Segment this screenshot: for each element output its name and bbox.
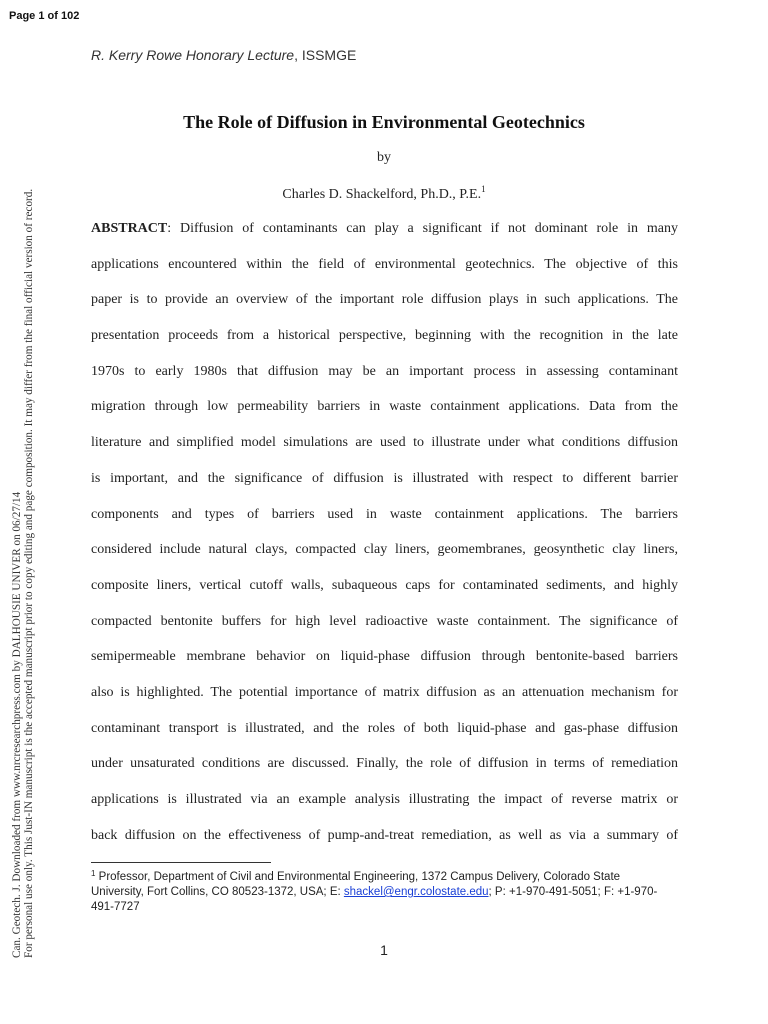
footnote-phone-fax: ; P: +1-970-491-5051; F: +1-970-	[488, 886, 658, 898]
author-name: Charles D. Shackelford, Ph.D., P.E.	[282, 187, 482, 202]
footnote-address: University, Fort Collins, CO 80523-1372, USA; E:	[91, 886, 344, 898]
abstract-first-line-text: : Diffusion of contaminants can play a significant if not dominant role in many	[167, 221, 678, 236]
abstract	[91, 219, 678, 861]
side-watermark-line-2: For personal use only. This Just-IN manuscript is the accepted manuscript prior to copy editing and page composition. It may differ from the final official version of record.	[22, 188, 35, 958]
abstract-line: paper is to provide an overview of the important role diffusion plays in such applications. The	[91, 292, 678, 308]
paper-title: The Role of Diffusion in Environmental Geotechnics	[183, 112, 585, 132]
abstract-line: composite liners, vertical cutoff walls, subaqueous caps for contaminated sediments, and highly	[91, 577, 678, 593]
byline: by	[377, 150, 391, 165]
email-link[interactable]: shackel@engr.colostate.edu	[343, 886, 489, 898]
abstract-line: applications is illustrated via an example analysis illustrating the impact of reverse matrix or	[91, 792, 678, 807]
author-line	[0, 184, 768, 203]
abstract-line: under unsaturated conditions are discussed. Finally, the role of diffusion in terms of remediation	[91, 756, 678, 772]
running-header	[91, 47, 356, 63]
abstract-line: 1970s to early 1980s that diffusion may be an important process in assessing contaminant	[91, 363, 678, 379]
abstract-line: migration through low permeability barriers in waste containment applications. Data from the	[91, 399, 678, 415]
lecture-name: R. Kerry Rowe Honorary Lecture	[91, 47, 295, 63]
footnote-affiliation: Professor, Department of Civil and Environmental Engineering, 1372 Campus Delivery, Colorado State	[95, 871, 621, 883]
abstract-line: literature and simplified model simulations are used to illustrate under what conditions diffusion	[91, 435, 678, 451]
abstract-line: contaminant transport is illustrated, and the roles of both liquid-phase and gas-phase diffusion	[91, 720, 678, 736]
abstract-line: components and types of barriers used in waste containment applications. The barriers	[91, 506, 678, 522]
abstract-line: is important, and the significance of diffusion is illustrated with respect to different barrier	[91, 470, 678, 486]
side-watermark-line-1: Can. Geotech. J. Downloaded from www.nrcresearchpress.com by DALHOUSIE UNIVER on 06/27/14	[11, 491, 23, 958]
footnote	[91, 866, 681, 915]
abstract-line	[91, 219, 678, 255]
page-counter: Page 1 of 102	[9, 10, 80, 22]
footnote-line-2	[91, 885, 681, 900]
abstract-line: applications encountered within the field of environmental geotechnics. The objective of this	[91, 256, 678, 272]
abstract-line: presentation proceeds from a historical perspective, beginning with the recognition in the late	[91, 328, 678, 344]
organization-name: , ISSMGE	[294, 47, 357, 63]
author-footnote-marker: 1	[481, 184, 486, 194]
footnote-line-3: 491-7727	[91, 901, 140, 913]
abstract-line: also is highlighted. The potential importance of matrix diffusion as an attenuation mechanism for	[91, 684, 678, 700]
abstract-label: ABSTRACT	[91, 221, 168, 236]
footnote-marker: 1	[91, 869, 96, 878]
footnote-divider	[91, 862, 271, 863]
footnote-line-1	[91, 866, 681, 885]
abstract-line: back diffusion on the effectiveness of pump-and-treat remediation, as well as via a summary of	[91, 827, 678, 843]
page-number: 1	[380, 942, 388, 958]
abstract-line: considered include natural clays, compacted clay liners, geomembranes, geosynthetic clay liners,	[91, 542, 678, 558]
abstract-line: compacted bentonite buffers for high level radioactive waste containment. The significance of	[91, 613, 678, 629]
abstract-line: semipermeable membrane behavior on liquid-phase diffusion through bentonite-based barriers	[91, 649, 678, 665]
